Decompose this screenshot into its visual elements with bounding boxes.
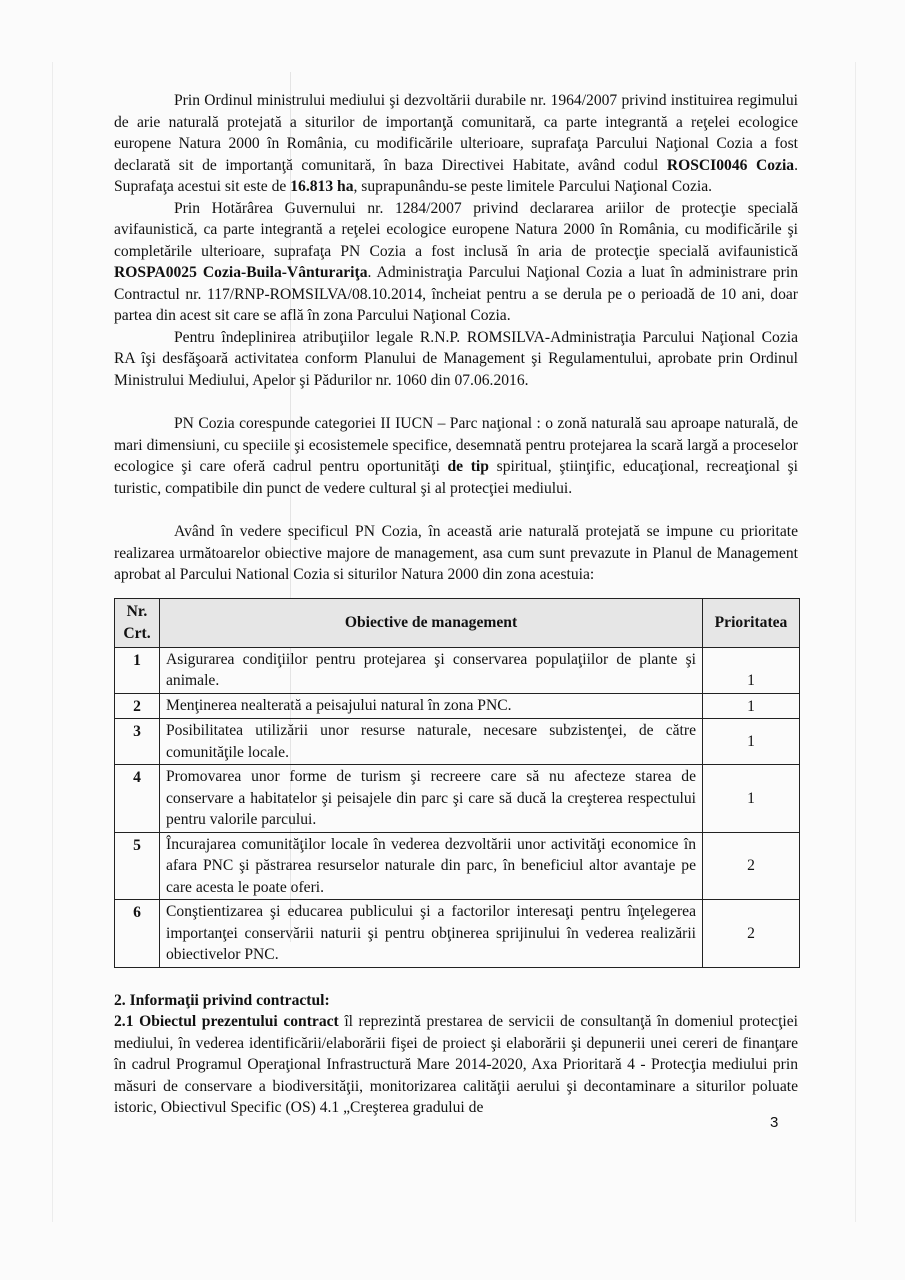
section-2-1-lead: 2.1 Obiectul prezentului contract: [114, 1013, 339, 1030]
row-objective: Posibilitatea utilizării unor resurse naturale, necesare subzistenţei, de către comunităţile locale.: [160, 719, 703, 765]
paragraph-rosci: Prin Ordinul ministrului mediului şi dezvoltării durabile nr. 1964/2007 privind instituirea regimului de arie naturală protejată a siturilor de importanţă comunitară, ca parte integrantă a reţelei ecologice europene Natura 2000 în România, cu modificările ulterioare, suprafaţa Parcului Naţional Cozia a fost declarată sit de importanţă comunitară, în baza Directivei Habitate, având codul ROSCI0046 Cozia. Suprafaţa acestui sit este de 16.813 ha, suprapunându-se peste limitele Parcului Naţional Cozia.: [114, 92, 798, 195]
site-code-rosci: ROSCI0046 Cozia: [666, 156, 795, 174]
row-number: 6: [115, 900, 160, 968]
table-row: [115, 765, 800, 833]
row-number: 1: [115, 647, 160, 693]
table-header-row: [115, 598, 800, 647]
page-number: 3: [770, 1114, 779, 1131]
row-objective: Menţinerea nealterată a peisajului natural în zona PNC.: [160, 693, 703, 719]
paragraph-atributii: Pentru îndeplinirea atribuţiilor legale R.N.P. ROMSILVA-Administraţia Parcului Naţional Cozia RA îşi desfăşoară activitatea conform Planului de Management şi Regulamentului, aprobate prin Ordinul Ministrului Mediului, Apelor şi Pădurilor nr. 1060 din 07.06.2016.: [114, 328, 798, 389]
row-priority: 2: [703, 832, 800, 900]
row-priority: 2: [703, 900, 800, 968]
header-priority: Prioritatea: [703, 598, 800, 647]
site-code-rospa: ROSPA0025 Cozia-Buila-Vânturariţa: [114, 264, 368, 281]
row-priority: 1: [703, 719, 800, 765]
site-area: 16.813 ha: [290, 178, 354, 195]
header-nr: Nr. Crt.: [115, 598, 160, 647]
row-objective: Promovarea unor forme de turism şi recreere care să nu afecteze starea de conservare a habitatelor şi peisajele din parc şi care să ducă la creşterea respectului pentru valorile parcului.: [160, 765, 703, 833]
table-row: [115, 832, 800, 900]
row-number: 4: [115, 765, 160, 833]
document-body: [114, 90, 798, 1119]
table-row: [115, 693, 800, 719]
objectives-table: [114, 598, 800, 968]
row-number: 5: [115, 832, 160, 900]
table-row: [115, 719, 800, 765]
header-objective: Obiective de management: [160, 598, 703, 647]
row-objective: Asigurarea condiţiilor pentru protejarea şi conservarea populaţiilor de plante şi animale.: [160, 647, 703, 693]
row-number: 3: [115, 719, 160, 765]
row-priority: 1: [703, 693, 800, 719]
paragraph-iucn: PN Cozia corespunde categoriei II IUCN – Parc naţional : o zonă naturală sau aproape naturală, de mari dimensiuni, cu speciile şi ecosistemele specifice, desemnată pentru protejarea la scară largă a proceselor ecologice şi care oferă cadrul pentru oportunităţi de tip spiritual, ştiinţific, educaţional, recreaţional şi turistic, compatibile din punct de vedere cultural şi al protecţiei mediului.: [114, 415, 798, 497]
paragraph-obiective-intro: Având în vedere specificul PN Cozia, în această arie naturală protejată se impune cu prioritate realizarea următoarelor obiective majore de management, asa cum sunt prevazute in Planul de Management aprobat al Parcului National Cozia si siturilor Natura 2000 din zona acestuia:: [114, 523, 798, 583]
row-number: 2: [115, 693, 160, 719]
table-row: [115, 647, 800, 693]
row-objective: Încurajarea comunităţilor locale în vederea dezvoltării unor activităţi economice în afara PNC şi păstrarea resurselor naturale din parc, în beneficiul altor avantaje pe care acesta le poate oferi.: [160, 832, 703, 900]
section-2-1-paragraph: 2.1 Obiectul prezentului contract îl reprezintă prestarea de servicii de consultanţă în domeniul protecţiei mediului, în vederea identificării/elaborării fişei de proiect şi elaborării şi depunerii unei cereri de finanţare în cadrul Programul Operaţional Infrastructură Mare 2014-2020, Axa Prioritară 4 - Protecţia mediului prin măsuri de conservare a biodiversităţii, monitorizarea calităţii aerului şi decontaminare a siturilor poluate istoric, Obiectivul Specific (OS) 4.1 „Creşterea gradului de: [114, 1013, 798, 1116]
row-priority: 1: [703, 765, 800, 833]
table-row: [115, 900, 800, 968]
row-objective: Conştientizarea şi educarea publicului şi a factorilor interesaţi pentru înţelegerea importanţei conservării naturii şi pentru obţinerea sprijinului în vederea realizării obiectivelor PNC.: [160, 900, 703, 968]
paragraph-rospa: Prin Hotărârea Guvernului nr. 1284/2007 privind declararea ariilor de protecţie specială avifaunistică, ca parte integrantă a reţelei ecologice europene Natura 2000 în România, cu modificările şi completările ulterioare, suprafaţa PN Cozia a fost inclusă în aria de protecţie specială avifaunistică ROSPA0025 Cozia-Buila-Vânturariţa. Administraţia Parcului Naţional Cozia a luat în administrare prin Contractul nr. 117/RNP-ROMSILVA/08.10.2014, încheiat pentru a se derula pe o perioadă de 10 ani, doar partea din acest sit care se află în zona Parcului Naţional Cozia.: [114, 199, 798, 324]
row-priority: 1: [703, 647, 800, 693]
section-2-title: 2. Informaţii privind contractul:: [114, 991, 330, 1009]
